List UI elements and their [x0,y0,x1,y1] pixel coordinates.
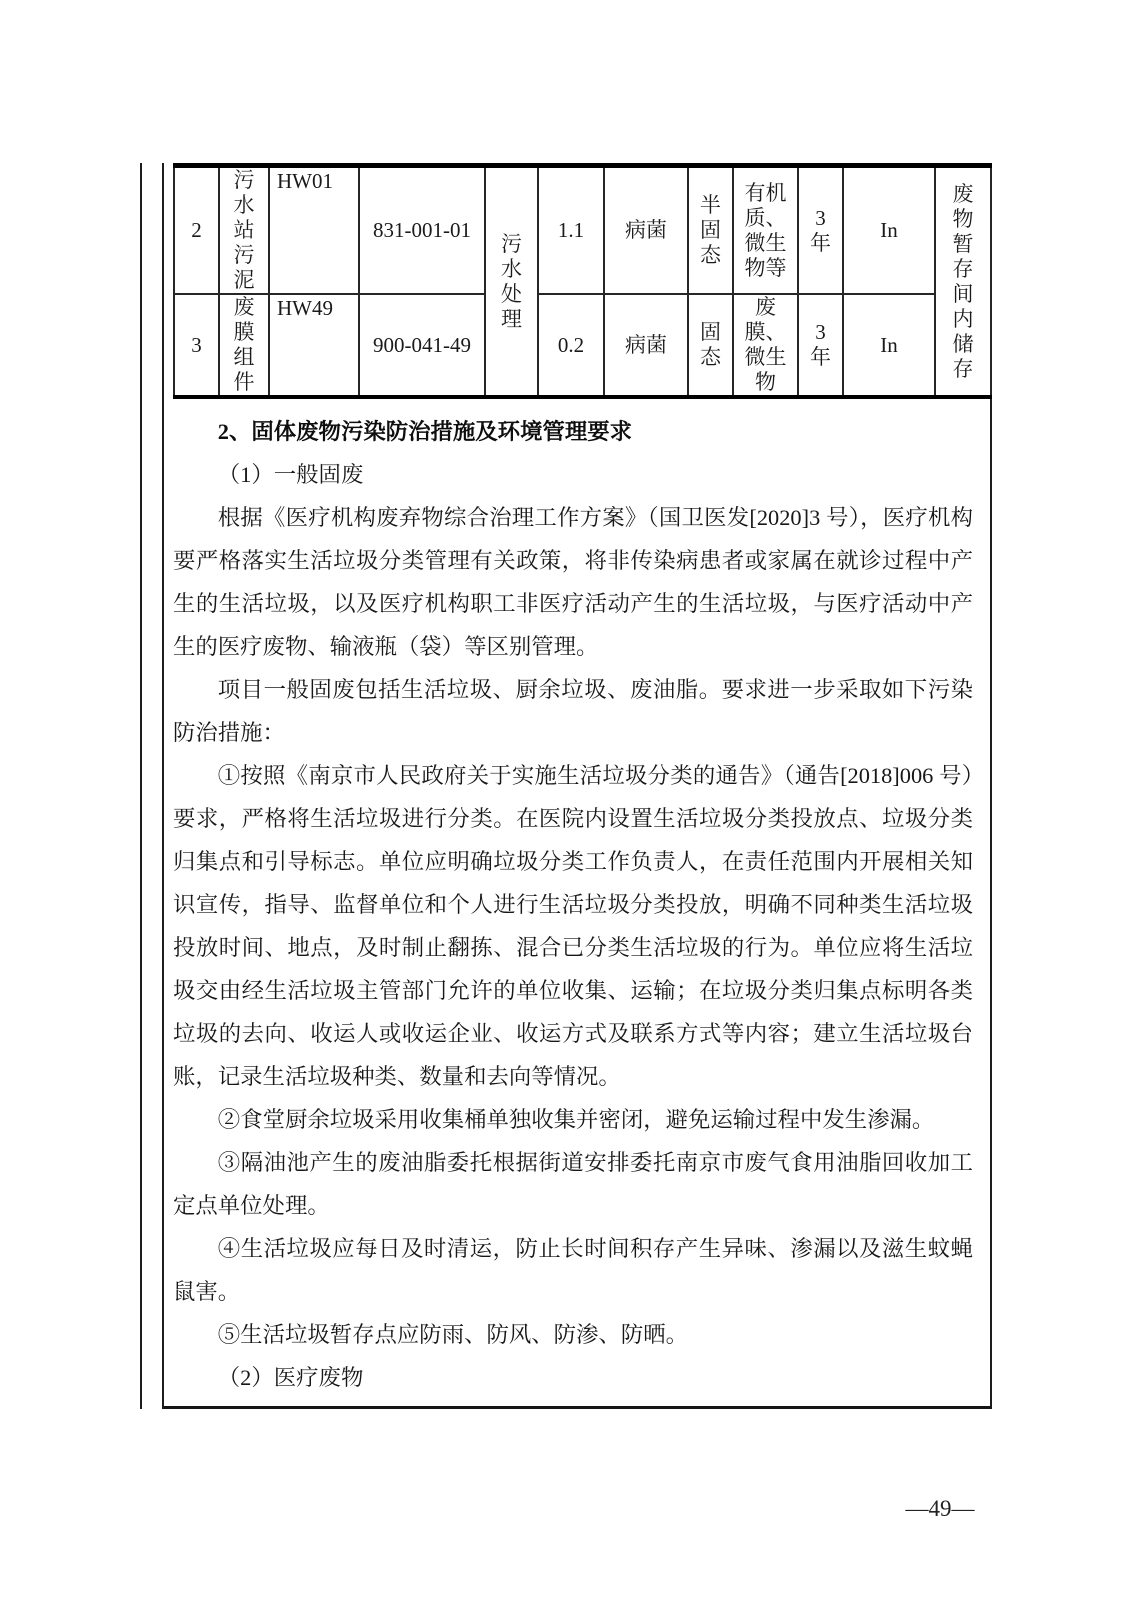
paragraph-measure-2: ②食堂厨余垃圾采用收集桶单独收集并密闭，避免运输过程中发生渗漏。 [217,1107,935,1132]
cell-storage-period: 3年 [798,166,843,295]
cell-disposal: In [843,166,935,295]
cell-waste-code: 831-001-01 [359,166,485,295]
cell-composition: 有机质、微生物等 [733,166,798,295]
table-row-2 [174,166,991,295]
content-frame [162,163,992,1409]
cell-waste-code: 900-041-49 [359,294,485,397]
cell-serial-no: 2 [174,166,219,295]
body-text [173,410,973,1399]
cell-composition: 废膜、微生物 [733,294,798,397]
cell-hw-category: HW49 [269,294,359,397]
hazardous-waste-table [173,163,992,399]
cell-physical-form: 半固态 [688,166,733,295]
cell-disposal: In [843,294,935,397]
cell-storage-period: 3年 [798,294,843,397]
subsection-1-title: （1）一般固废 [217,462,364,487]
cell-waste-name: 污水站污泥 [219,166,269,295]
paragraph-measure-1: ①按照《南京市人民政府关于实施生活垃圾分类的通告》（通告[2018]006 号）要求，严格将生活垃圾进行分类。在医院内设置生活垃圾分类投放点、垃圾分类归集点和引导标志。单位应明确垃圾分类工作负责人，在责任范围内开展相关知识宣传，指导、监督单位和个人进行生活垃圾分类投放，明确不同种类生活垃圾投放时间、地点，及时制止翻拣、混合已分类生活垃圾的行为。单位应将生活垃圾交由经生活垃圾主管部门允许的单位收集、运输；在垃圾分类归集点标明各类垃圾的去向、收运人或收运企业、收运方式及联系方式等内容；建立生活垃圾台账，记录生活垃圾种类、数量和去向等情况。 [173,763,973,1089]
cell-serial-no: 3 [174,294,219,397]
cell-storage-note: 废物暂存间内储存 [935,166,991,398]
cell-hazard: 病菌 [604,294,688,397]
paragraph-measure-5: ⑤生活垃圾暂存点应防雨、防风、防渗、防晒。 [217,1322,688,1347]
section-heading: 2、固体废物污染防治措施及环境管理要求 [217,419,633,444]
paragraph-policy: 根据《医疗机构废弃物综合治理工作方案》（国卫医发[2020]3 号），医疗机构要严格落实生活垃圾分类管理有关政策，将非传染病患者或家属在就诊过程中产生的生活垃圾，以及医疗机构职工非医疗活动产生的生活垃圾，与医疗活动中产生的医疗废物、输液瓶（袋）等区别管理。 [173,505,973,659]
cell-waste-name: 废膜组件 [219,294,269,397]
paragraph-general-list: 项目一般固废包括生活垃圾、厨余垃圾、废油脂。要求进一步采取如下污染防治措施： [173,677,973,745]
cell-amount: 0.2 [538,294,604,397]
paragraph-measure-3: ③隔油池产生的废油脂委托根据街道安排委托南京市废气食用油脂回收加工定点单位处理。 [173,1150,973,1218]
cell-physical-form: 固态 [688,294,733,397]
page-left-outer-border [140,163,142,1409]
paragraph-measure-4: ④生活垃圾应每日及时清运，防止长时间积存产生异味、渗漏以及滋生蚊蝇鼠害。 [173,1236,973,1304]
table-row-3 [174,294,991,397]
page-number: —49— [905,1496,975,1521]
cell-hazard: 病菌 [604,166,688,295]
subsection-2-title: （2）医疗废物 [217,1365,364,1390]
cell-amount: 1.1 [538,166,604,295]
cell-hw-category: HW01 [269,166,359,295]
cell-source-stage: 污水处理 [485,166,538,398]
